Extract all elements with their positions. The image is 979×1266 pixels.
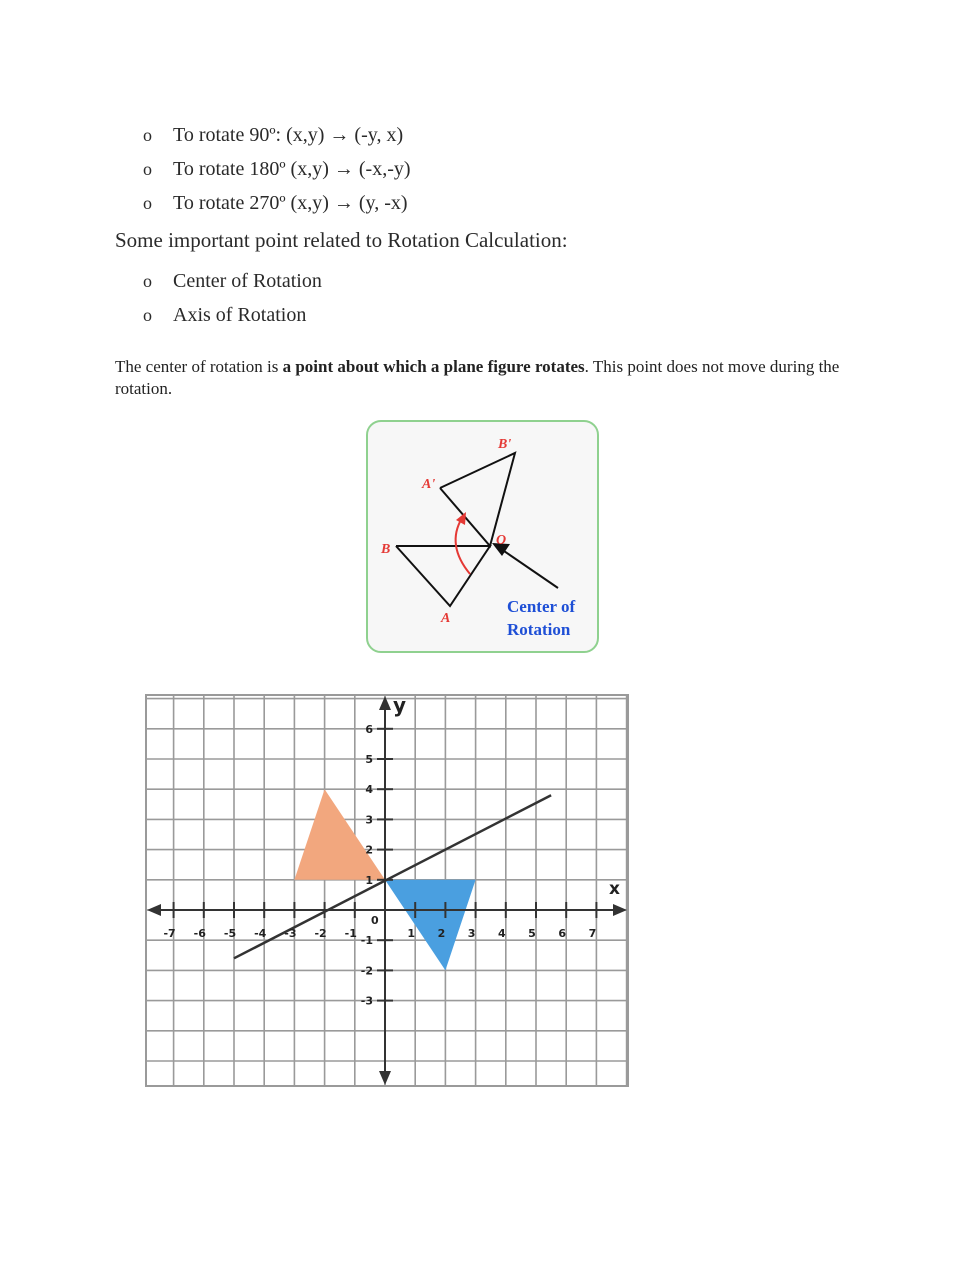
x-tick-label: -5 <box>223 927 237 940</box>
x-axis-label: x <box>609 879 620 899</box>
label-a: A <box>441 611 451 626</box>
caption-line-2: Rotation <box>507 620 571 639</box>
y-tick-label: -2 <box>360 964 373 978</box>
list-item-text: To rotate 90º: (x,y) → (-y, x) <box>173 124 404 146</box>
list-item <box>143 298 322 332</box>
list-item <box>143 118 411 152</box>
paragraph-bold-text: a point about which a plane figure rotates <box>282 357 585 376</box>
list-item <box>143 186 411 220</box>
x-tick-label: -3 <box>284 927 297 940</box>
bullet-marker: o <box>143 271 152 291</box>
x-tick-label: -1 <box>344 927 357 940</box>
y-axis-label: y <box>393 694 407 717</box>
paragraph-text: . This point does not move during the rotation. <box>115 357 840 398</box>
x-tick-label: 1 <box>407 927 416 940</box>
y-tick-label: 2 <box>365 843 373 857</box>
x-tick-label: -6 <box>193 927 206 940</box>
list-item-text: To rotate 180º (x,y) → (-x,-y) <box>173 158 411 180</box>
bullet-marker: o <box>143 305 152 325</box>
list-item <box>143 264 322 298</box>
y-tick-label: -1 <box>360 934 373 948</box>
paragraph-text: The center of rotation is <box>115 357 283 376</box>
caption-line-1: Center of <box>507 597 576 616</box>
x-tick-label: -2 <box>314 927 327 940</box>
coordinate-graph <box>145 694 631 1090</box>
x-tick-label: 7 <box>588 927 597 940</box>
x-tick-label: 6 <box>558 927 567 940</box>
y-tick-label: 4 <box>365 783 373 797</box>
origin-label: 0 <box>371 914 379 927</box>
x-tick-label: -7 <box>163 927 176 940</box>
bullet-marker: o <box>143 159 152 179</box>
y-tick-label: 3 <box>365 813 373 827</box>
bullet-marker: o <box>143 125 152 145</box>
y-tick-label: 6 <box>365 722 373 736</box>
y-tick-label: -3 <box>360 994 373 1008</box>
label-b-prime: B' <box>498 437 512 452</box>
center-of-rotation-paragraph <box>115 356 875 400</box>
section-heading: Some important point related to Rotation Calculation: <box>115 228 568 252</box>
x-tick-label: 2 <box>437 927 446 940</box>
x-tick-label: -4 <box>254 927 267 940</box>
label-a-prime: A' <box>422 477 436 492</box>
grid-lines <box>146 695 628 1086</box>
bullet-marker: o <box>143 193 152 213</box>
x-tick-label: 5 <box>528 927 536 940</box>
label-o: O <box>496 533 507 548</box>
label-b: B <box>381 542 391 557</box>
rotation-points-list <box>143 264 322 332</box>
x-tick-label: 4 <box>497 927 506 940</box>
grid-border <box>146 695 628 1086</box>
rotation-rules-list <box>143 118 411 220</box>
list-item-text: Center of Rotation <box>173 270 322 292</box>
list-item-text: Axis of Rotation <box>173 304 307 326</box>
y-tick-label: 1 <box>365 873 373 887</box>
y-tick-label: 5 <box>365 753 373 766</box>
rotation-illustration <box>366 420 600 654</box>
list-item <box>143 152 411 186</box>
x-tick-label: 3 <box>467 927 476 940</box>
list-item-text: To rotate 270º (x,y) → (y, -x) <box>173 192 408 214</box>
